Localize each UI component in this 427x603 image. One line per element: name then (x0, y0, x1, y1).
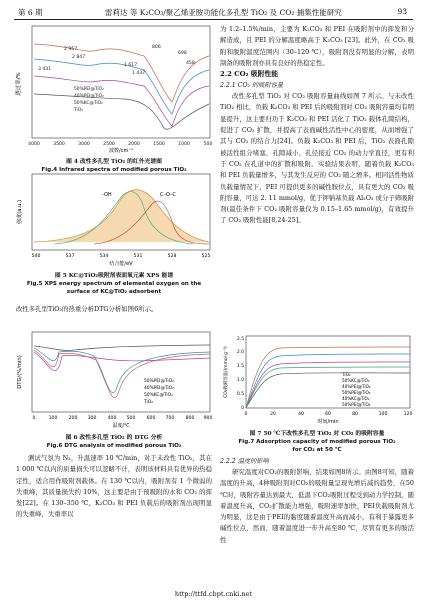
page-number: 93 (397, 7, 407, 16)
fig4-peak-label: 3 431 (38, 67, 52, 72)
fig5-xps-chart (14, 172, 214, 268)
header-rule (14, 19, 413, 20)
fig4-ir-chart (14, 24, 214, 154)
fig6-legend-item: 50%KC@TiO₂ (144, 393, 173, 398)
fig7-ytick: 0.5 (237, 392, 244, 397)
fig7-caption-cn: 图 7 50 ℃下改性多孔型 TiO₂ 对 CO₂ 的吸附容量 (249, 431, 385, 437)
fig4-xtick: 4000 (28, 142, 40, 147)
fig5-ylabel: 强度(a.u.) (17, 199, 23, 225)
fig7-ytick: 2.5 (237, 337, 244, 342)
fig5-caption-en: Fig.5 XPS energy spectrum of elemental oxygen on the (26, 281, 202, 287)
fig7-ytick: 2.0 (237, 350, 244, 355)
fig6-caption-en: Fig.6 DTG analysis of modified porous TiO₂ (46, 443, 182, 449)
fig7-legend-item: TiO₂ (342, 372, 351, 377)
fig4-series-tio2 (34, 94, 209, 129)
fig6-xlabel: 温度/℃ (112, 423, 130, 429)
fig6-dtg-chart (14, 330, 214, 430)
fig6-xtick: 500 (126, 416, 136, 421)
paragraph: 改性多孔型TiO₂的热重分析DTG分析如图6所示。 (16, 305, 158, 313)
fig5-xtick: 537 (65, 254, 75, 259)
fig4-ylabel: 透过率/% (16, 72, 22, 96)
fig6-xtick: 300 (87, 416, 97, 421)
fig4-peak-label: 1 617 (124, 63, 138, 68)
fig7-ytick: 1.0 (237, 378, 244, 383)
fig6-legend-item: TiO₂ (144, 400, 153, 405)
fig6-xtick: 0 (32, 416, 36, 421)
fig4-caption-en: Fig.4 Infrared spectra of modified porous TiO₂ (41, 167, 187, 173)
left-paragraph-2 (16, 453, 212, 521)
figure-4 (14, 24, 214, 173)
fig7-xtick: 60 (325, 412, 331, 417)
fig7-ytick: 1.5 (237, 364, 244, 369)
right-column-bottom (220, 456, 414, 546)
fig5-xtick: 540 (31, 254, 41, 259)
fig4-peak-label: 2 957 (64, 47, 78, 52)
subsection-heading: 2.2.2 温度的影响 (220, 458, 269, 465)
fig4-xlabel: 波数/cm⁻¹ (109, 148, 133, 154)
fig5-caption-en-line2: surface of KC@TiO₂ adsorbent (66, 289, 162, 295)
fig4-xtick: 1000 (178, 142, 190, 147)
fig4-legend-item: 50%PEI@TiO₂ (74, 87, 104, 92)
fig6-series-tio2 (34, 345, 210, 351)
running-title: 雷莉达 等 K₂CO₃/聚乙烯亚胺功能化多孔型 TiO₂ 及 CO₂ 捕集性能研究 (105, 8, 342, 17)
footer-url: http://ttfd.cbpt.cnki.net (174, 590, 253, 598)
fig5-xtick: 528 (167, 254, 177, 259)
fig6-xtick: 200 (68, 416, 78, 421)
fig7-xtick: 0 (244, 412, 248, 417)
section-heading: 2.2 CO₂ 吸附性能 (220, 70, 279, 79)
fig6-legend-item: 50%PEI@TiO₂ (144, 379, 174, 384)
fig6-series-50kc (34, 352, 210, 371)
fig6-xtick: 400 (107, 416, 117, 421)
fig7-xtick: 20 (270, 412, 276, 417)
fig6-xtick: 100 (48, 416, 58, 421)
fig7-xtick: 100 (378, 412, 388, 417)
fig7-ylabel: CO₂吸附容量/(mmol·g⁻¹) (224, 346, 229, 398)
fig7-series-50pei (246, 347, 410, 408)
paragraph: 研究温度对CO₂的吸附影响，结果如图8所示。由图8可知，随着温度的升高，4种吸附剂对CO₂的吸附量呈现先增后减的趋势，在50 ℃时，吸附容量达到最大，低温下CO₂吸附过程受到动力学控制，随着温度升高，CO₂扩散能力增强，吸附速率加快，PEI负载吸附剂尤为明显，这是由于PEI的黏度随着温度升高而减小，有利于暴露更多碱性位点，然而，随着温度进一步升高至80 ℃，尽管有更多的胺活性 (220, 468, 414, 544)
fig5-caption-cn: 图 5 KC@TiO₂吸附剂表面氧元素 XPS 能谱 (54, 273, 174, 279)
fig4-peak-label: 806 (152, 45, 161, 50)
fig7-legend-item: 50%KC@TiO₂ (342, 378, 370, 383)
fig7-legend-item: 40%PEI@TiO₂ (342, 384, 371, 389)
fig4-legend-item: 40%PEI@TiO₂ (74, 94, 104, 99)
issue-number: 第 6 期 (18, 8, 43, 17)
fig4-xtick: 2000 (128, 142, 140, 147)
fig6-xtick: 900 (203, 416, 213, 421)
fig4-series-40pei (34, 59, 209, 114)
fig7-legend-item: 50%PEI@TiO₂ (342, 402, 371, 407)
fig4-xtick: 3000 (78, 142, 90, 147)
fig7-caption-en-line2: for CO₂ at 50 ℃ (292, 447, 342, 453)
fig6-xtick: 600 (146, 416, 156, 421)
fig5-xlabel: 结合能/eV (109, 261, 133, 267)
fig7-adsorption-chart (220, 334, 414, 426)
fig4-peak-label: 2 847 (72, 55, 86, 60)
right-column-top (220, 24, 414, 227)
fig7-xtick: 40 (298, 412, 304, 417)
fig6-caption-cn: 图 6 改性多孔型 TiO₂ 的 DTG 分析 (65, 435, 163, 441)
paragraph: 测试气氛为 N₂，升温速率 10 ℃/min，对于未改性 TiO₂，其在 1 000 ℃以内的质量损失可以忽略不计，表明该材料具有优异的热稳定性，适合用作吸附剂载体。在 130 ℃以内，吸附剂有 1 个微弱的失重峰，其质量损失约 10%，这主要是由于预吸附的水和 CO₂ 的挥发[22]。在 130–350 ℃，K₂CO₃ 和 PEI 负载后的吸附剂出现明显的失重峰，失重率以 (16, 454, 212, 519)
fig4-caption-cn: 图 4 改性多孔型 TiO₂ 的红外光谱图 (66, 159, 162, 165)
left-paragraph-1 (16, 304, 212, 315)
fig4-legend-item: 50%KC@TiO₂ (74, 101, 103, 106)
fig4-legend-item: TiO₂ (74, 108, 83, 113)
fig4-xtick: 3500 (53, 142, 65, 147)
fig7-series-50kc (246, 362, 410, 408)
paragraph: 为 1.2–1.5%/min，主要为 K₂CO₃ 和 PEI 在吸附剂中的挥发和分解造成，且 PEI 的分解温度略高于 K₂CO₃ [23]。此外，在 CO₂ 吸附和脱附温度范围内（30–120 ℃），吸附剂没有明显的分解，表明制备的吸附剂亦具有良好的热稳定性。 (220, 25, 414, 67)
fig6-legend-item: 40%PEI@TiO₂ (144, 386, 174, 391)
fig4-xtick: 500 (203, 142, 213, 147)
fig6-series-40pei (34, 348, 210, 393)
paragraph: 改性多孔型 TiO₂ 对 CO₂ 吸附容量曲线如图 7 所示。与未改性 TiO₂ 相比，负载 K₂CO₃ 和 PEI 后的吸附剂对 CO₂ 吸附容量均有明显提升，这主要归功于 K₂CO₃ 和 PEI 活化了 TiO₂ 载体孔隙结构，促进了 CO₂ 扩散，并提高了表面碱性活性中心的密度，从而增强了其与 CO₂ 的结合力[24]。负载 K₂CO₃ 和 PEI 后，TiO₂ 表面孔隙被活性组分堵塞，孔隙减小，孔径接近 CO₂ 的动力学直径，更有利于 CO₂ 在孔道中的扩散和吸附。实验结果表明，随着负载 K₂CO₃ 和 PEI 负载量增多，与其发生反应的 CO₂ 随之增多。相同活性物质负载量情况下，PEI 可提供更多的碱性胺位点，具有更大的 CO₂ 吸附容量，可达 2. 11 mmol/g，优于钾钠基负载 Al₂O₃ 或分子筛吸附剂(最佳条件下 CO₂ 吸附容量仅为 0.15–1.65 mmol/g)，有效提升了 CO₂ 吸附性能[8,24-25]。 (220, 92, 414, 225)
fig5-coc-label: C–O–C (160, 192, 176, 198)
running-header (0, 0, 427, 22)
fig6-ylabel: DTG/(%/min) (17, 355, 23, 389)
fig5-xtick: 531 (133, 254, 143, 259)
fig7-ytick: 0 (241, 406, 244, 411)
fig5-xtick: 534 (99, 254, 109, 259)
fig5-envelope (34, 190, 209, 242)
fig4-peak-label: 1 437 (132, 71, 146, 76)
fig6-xtick: 700 (165, 416, 175, 421)
fig4-series-50kc (34, 76, 209, 126)
fig4-xtick: 2500 (103, 142, 115, 147)
fig6-xtick: 800 (185, 416, 195, 421)
fig7-series-tio2 (246, 373, 410, 408)
fig7-xlabel: 时间/min (317, 419, 339, 425)
fig5-oh-label: -OH (102, 192, 112, 198)
fig6-series-50pei (34, 350, 210, 398)
figure-5 (14, 172, 214, 300)
figure-6 (14, 330, 214, 448)
fig7-caption-en: Fig.7 Adsorption capacity of modified porous TiO₂ (238, 439, 396, 445)
fig7-xtick: 120 (403, 412, 413, 417)
fig7-xtick: 80 (352, 412, 358, 417)
fig5-xtick: 525 (201, 254, 211, 259)
fig4-peak-label: 458 (186, 61, 195, 66)
figure-7 (220, 334, 414, 454)
fig4-peak-label: 698 (178, 51, 187, 56)
fig7-legend-item: 50%PEI@TiO₂ (342, 390, 371, 395)
subsection-heading: 2.2.1 CO₂ 的吸附容量 (220, 82, 283, 90)
fig4-xtick: 1500 (153, 142, 165, 147)
fig7-legend-item: 40%KC@TiO₂ (342, 396, 370, 401)
